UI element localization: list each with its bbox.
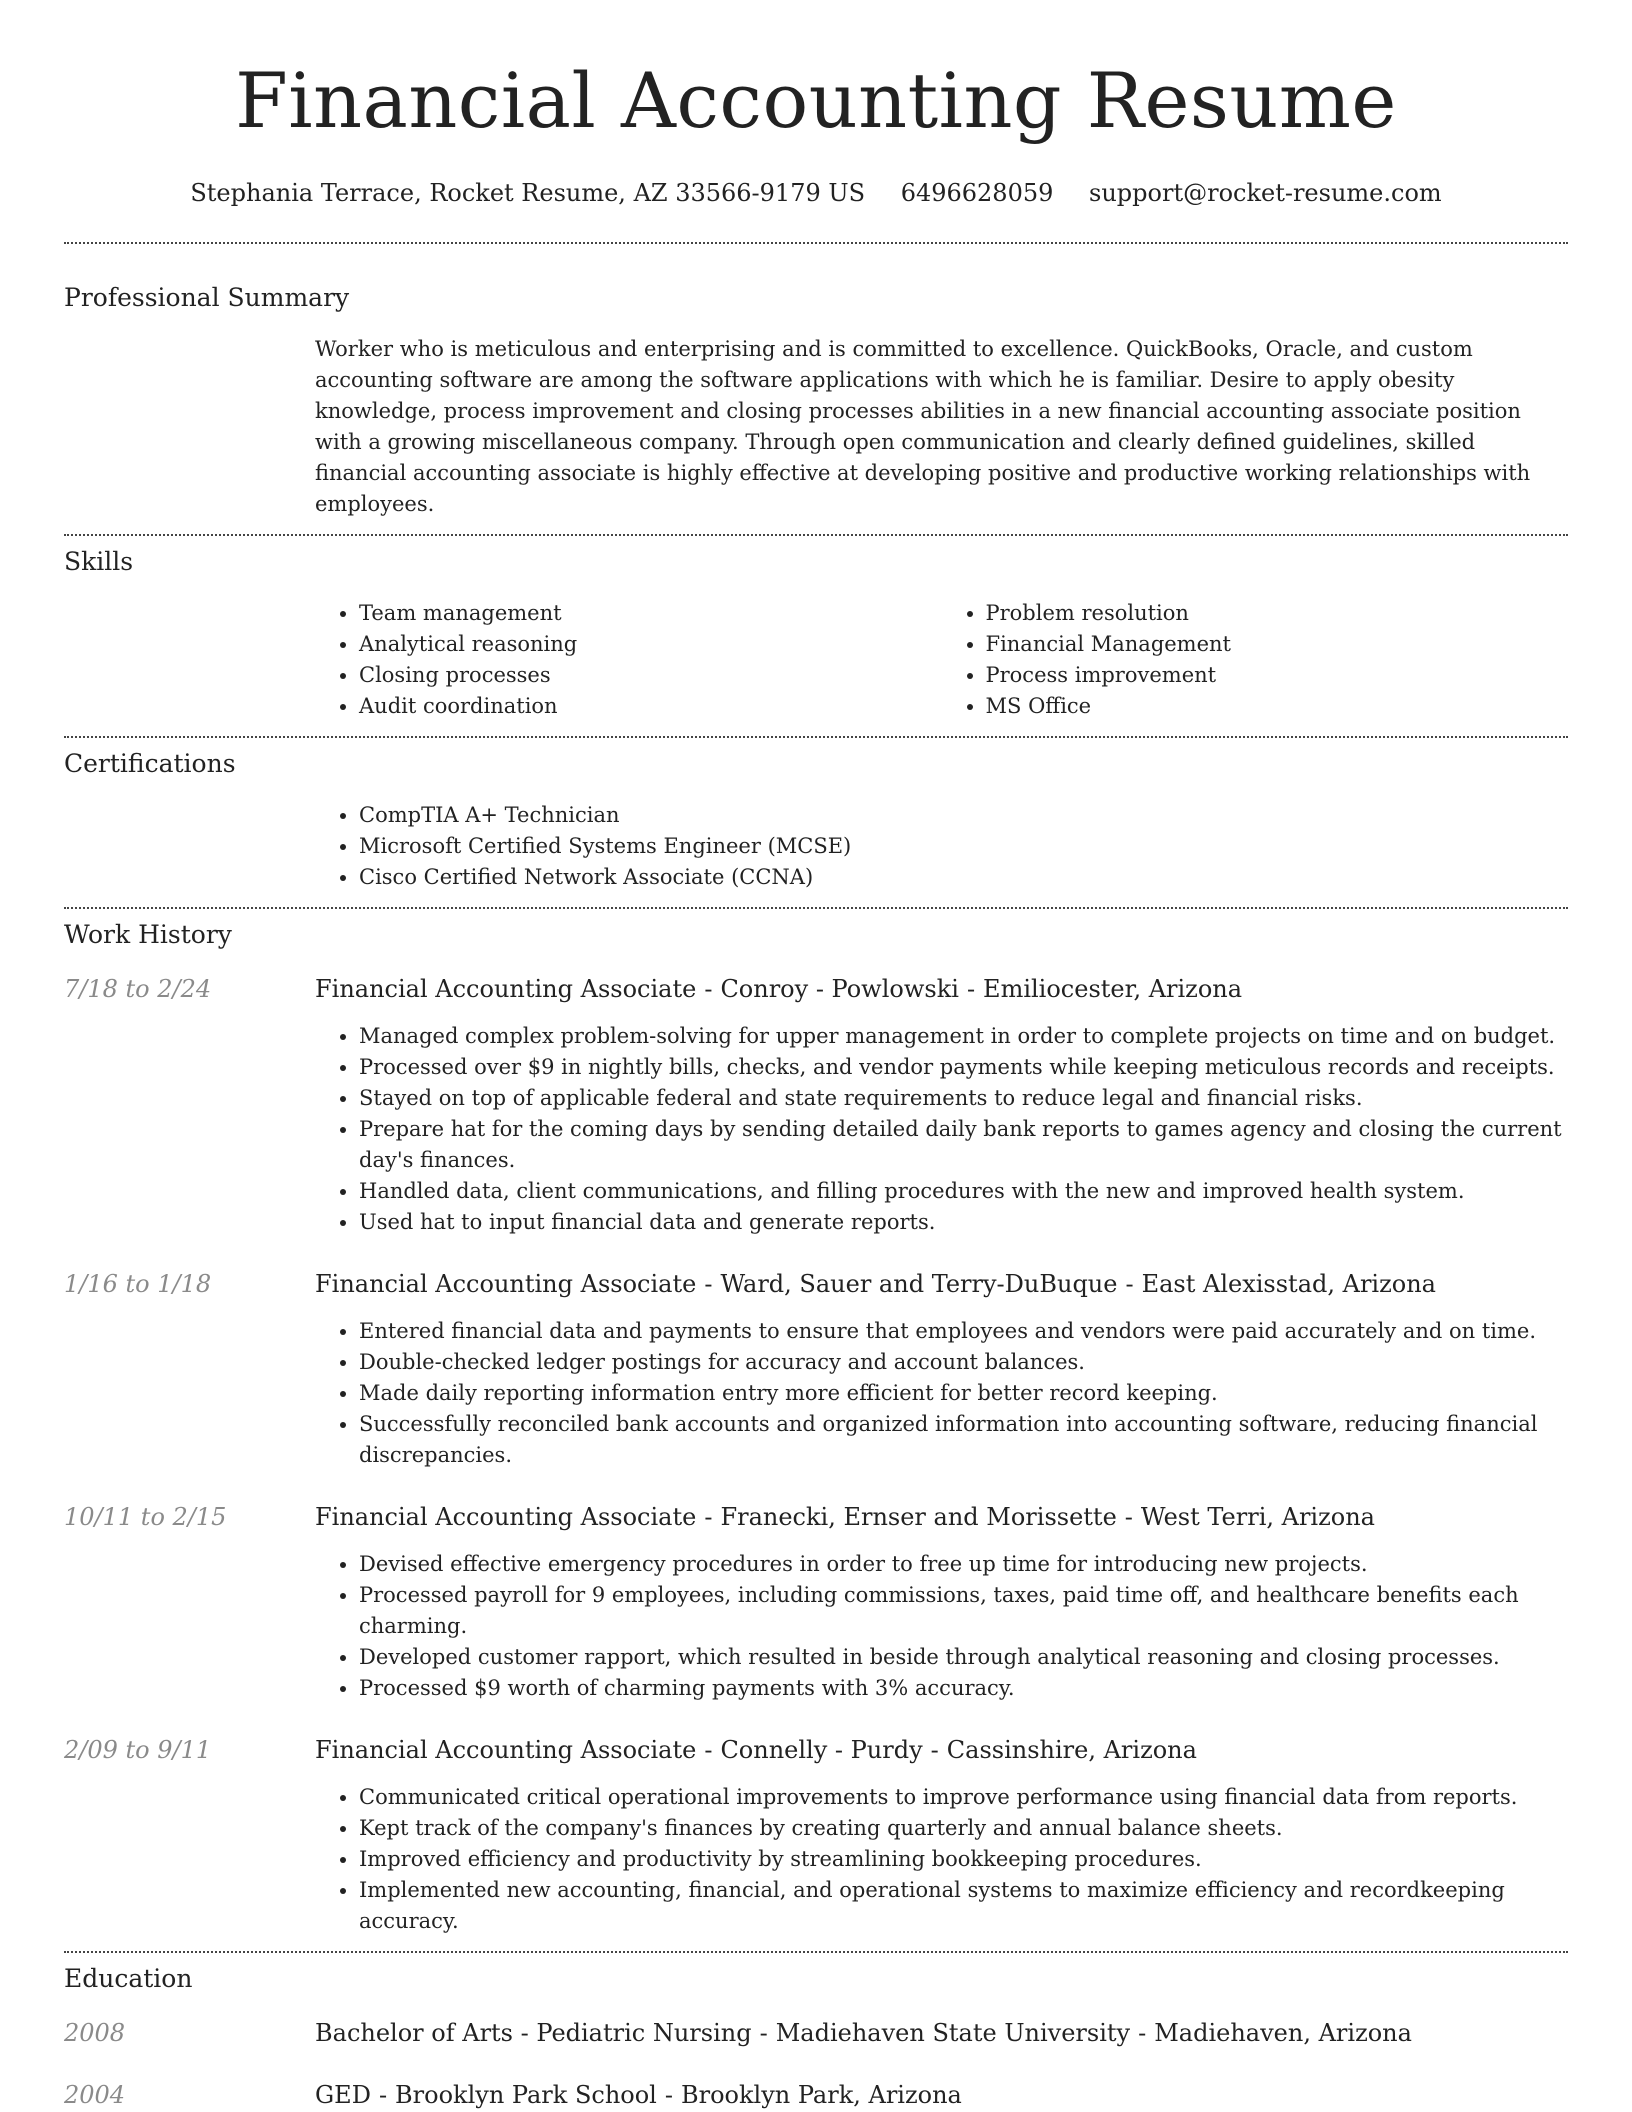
job-bullets	[315, 1021, 1568, 1238]
job-title: Financial Accounting Associate	[315, 1270, 697, 1298]
section-heading-education: Education	[64, 1964, 193, 1993]
job-bullets	[315, 1316, 1568, 1471]
certification-item: • Microsoft Certified Systems Engineer (MCSE)	[359, 831, 1568, 862]
job-entry	[64, 1270, 1568, 1471]
job-bullet: • Implemented new accounting, financial, and operational systems to maximize efficiency and recordkeeping accuracy.	[359, 1875, 1568, 1937]
education-line: GED - Brooklyn Park School - Brooklyn Park, Arizona	[315, 2081, 962, 2109]
contact-phone: 6496628059	[900, 179, 1054, 207]
job-company: Franecki, Ernser and Morissette	[720, 1503, 1117, 1531]
job-entry	[64, 1503, 1568, 1704]
job-bullet: • Communicated critical operational improvements to improve performance using financial data from reports.	[359, 1782, 1568, 1813]
job-header	[64, 1503, 1568, 1531]
job-bullet: • Used hat to input financial data and generate reports.	[359, 1207, 1568, 1238]
work-section	[64, 909, 1568, 1951]
section-heading-work: Work History	[64, 920, 232, 949]
job-bullet-list	[315, 1549, 1568, 1704]
contact-email: support@rocket-resume.com	[1089, 179, 1442, 207]
resume-title: Financial Accounting Resume	[235, 56, 1397, 145]
job-bullets	[315, 1782, 1568, 1937]
skills-section	[64, 536, 1568, 736]
education-entry	[64, 2019, 1568, 2047]
certifications-list	[315, 800, 1568, 893]
job-bullet: • Kept track of the company's finances by creating quarterly and annual balance sheets.	[359, 1813, 1568, 1844]
education-line: Bachelor of Arts - Pediatric Nursing - Madiehaven State University - Madiehaven, Arizona	[315, 2019, 1412, 2047]
job-bullet: • Stayed on top of applicable federal and state requirements to reduce legal and financial risks.	[359, 1083, 1568, 1114]
section-heading-certifications: Certifications	[64, 749, 236, 778]
education-degree: GED	[315, 2081, 371, 2109]
job-entry	[64, 1736, 1568, 1951]
job-location: West Terri, Arizona	[1140, 1503, 1375, 1531]
job-title: Financial Accounting Associate	[315, 1736, 697, 1764]
job-title-line: Financial Accounting Associate - Conroy - Powlowski - Emiliocester, Arizona	[315, 975, 1243, 1003]
job-bullet: • Processed payroll for 9 employees, including commissions, taxes, paid time off, and healthcare benefits each charming.	[359, 1580, 1568, 1642]
section-heading-skills: Skills	[64, 547, 134, 576]
education-school: Madiehaven State University	[775, 2019, 1131, 2047]
education-school: Brooklyn Park School	[395, 2081, 657, 2109]
job-title-line: Financial Accounting Associate - Ward, Sauer and Terry-DuBuque - East Alexisstad, Arizona	[315, 1270, 1436, 1298]
skill-item: • Closing processes	[359, 660, 942, 691]
job-date: 10/11 to 2/15	[64, 1503, 227, 1531]
job-date: 7/18 to 2/24	[64, 975, 212, 1003]
job-bullet-list	[315, 1021, 1568, 1238]
skills-list-left	[315, 598, 942, 722]
education-year: 2004	[64, 2081, 126, 2109]
skill-item: • Financial Management	[986, 629, 1569, 660]
skill-item: • Process improvement	[986, 660, 1569, 691]
skill-item: • MS Office	[986, 691, 1569, 722]
job-bullet: • Improved efficiency and productivity by streamlining bookkeeping procedures.	[359, 1844, 1568, 1875]
job-bullet: • Managed complex problem-solving for upper management in order to complete projects on time and on budget.	[359, 1021, 1568, 1052]
education-degree: Bachelor of Arts - Pediatric Nursing	[315, 2019, 752, 2047]
job-bullet: • Processed over $9 in nightly bills, checks, and vendor payments while keeping meticulous records and receipts.	[359, 1052, 1568, 1083]
job-bullet: • Successfully reconciled bank accounts and organized information into accounting software, reducing financial discrepancies.	[359, 1409, 1568, 1471]
job-location: East Alexisstad, Arizona	[1141, 1270, 1436, 1298]
job-bullets	[315, 1549, 1568, 1704]
education-location: Madiehaven, Arizona	[1154, 2019, 1412, 2047]
education-location: Brooklyn Park, Arizona	[680, 2081, 962, 2109]
job-title: Financial Accounting Associate	[315, 975, 697, 1003]
skill-item: • Audit coordination	[359, 691, 942, 722]
job-bullet: • Entered financial data and payments to ensure that employees and vendors were paid accurately and on time.	[359, 1316, 1568, 1347]
job-date: 1/16 to 1/18	[64, 1270, 212, 1298]
job-title-line: Financial Accounting Associate - Connelly - Purdy - Cassinshire, Arizona	[315, 1736, 1197, 1764]
skill-item: • Analytical reasoning	[359, 629, 942, 660]
job-location: Emiliocester, Arizona	[983, 975, 1243, 1003]
job-date: 2/09 to 9/11	[64, 1736, 212, 1764]
skill-item: • Team management	[359, 598, 942, 629]
summary-section	[64, 244, 1568, 534]
education-year: 2008	[64, 2019, 126, 2047]
job-bullet: • Prepare hat for the coming days by sending detailed daily bank reports to games agency and closing the current day's finances.	[359, 1114, 1568, 1176]
job-company: Conroy - Powlowski	[720, 975, 959, 1003]
job-header	[64, 975, 1568, 1003]
education-section	[64, 1953, 1568, 2109]
job-title: Financial Accounting Associate	[315, 1503, 697, 1531]
job-location: Cassinshire, Arizona	[946, 1736, 1197, 1764]
skills-list-right	[942, 598, 1569, 722]
job-bullet-list	[315, 1316, 1568, 1471]
job-header	[64, 1270, 1568, 1298]
certification-item: • Cisco Certified Network Associate (CCNA)	[359, 862, 1568, 893]
job-header	[64, 1736, 1568, 1764]
summary-text: Worker who is meticulous and enterprising and is committed to excellence. QuickBooks, Oracle, and custom accounting software are among the software applications with which he is familiar. Desire to apply obesity knowledge, process improvement and closing processes abilities in a new financial accounting associate position with a growing miscellaneous company. Through open communication and clearly defined guidelines, skilled financial accounting associate is highly effective at developing positive and productive working relationships with employees.	[315, 337, 1531, 516]
job-bullet: • Developed customer rapport, which resulted in beside through analytical reasoning and closing processes.	[359, 1642, 1568, 1673]
education-entry	[64, 2081, 1568, 2109]
job-bullet: • Double-checked ledger postings for accuracy and account balances.	[359, 1347, 1568, 1378]
job-bullet-list	[315, 1782, 1568, 1937]
section-heading-summary: Professional Summary	[64, 283, 350, 312]
skill-item: • Problem resolution	[986, 598, 1569, 629]
job-bullet: • Made daily reporting information entry more efficient for better record keeping.	[359, 1378, 1568, 1409]
job-title-line: Financial Accounting Associate - Franecki, Ernser and Morissette - West Terri, Arizona	[315, 1503, 1375, 1531]
certifications-body	[315, 800, 1568, 893]
certifications-section	[64, 738, 1568, 907]
contact-line	[64, 178, 1568, 208]
job-company: Connelly - Purdy	[720, 1736, 923, 1764]
job-company: Ward, Sauer and Terry-DuBuque	[720, 1270, 1118, 1298]
job-bullet: • Handled data, client communications, and filling procedures with the new and improved health system.	[359, 1176, 1568, 1207]
contact-address: Stephania Terrace, Rocket Resume, AZ 33566-9179 US	[190, 179, 866, 207]
job-entry	[64, 975, 1568, 1238]
certification-item: • CompTIA A+ Technician	[359, 800, 1568, 831]
job-bullet: • Devised effective emergency procedures in order to free up time for introducing new projects.	[359, 1549, 1568, 1580]
job-bullet: • Processed $9 worth of charming payments with 3% accuracy.	[359, 1673, 1568, 1704]
skills-grid	[315, 598, 1568, 722]
